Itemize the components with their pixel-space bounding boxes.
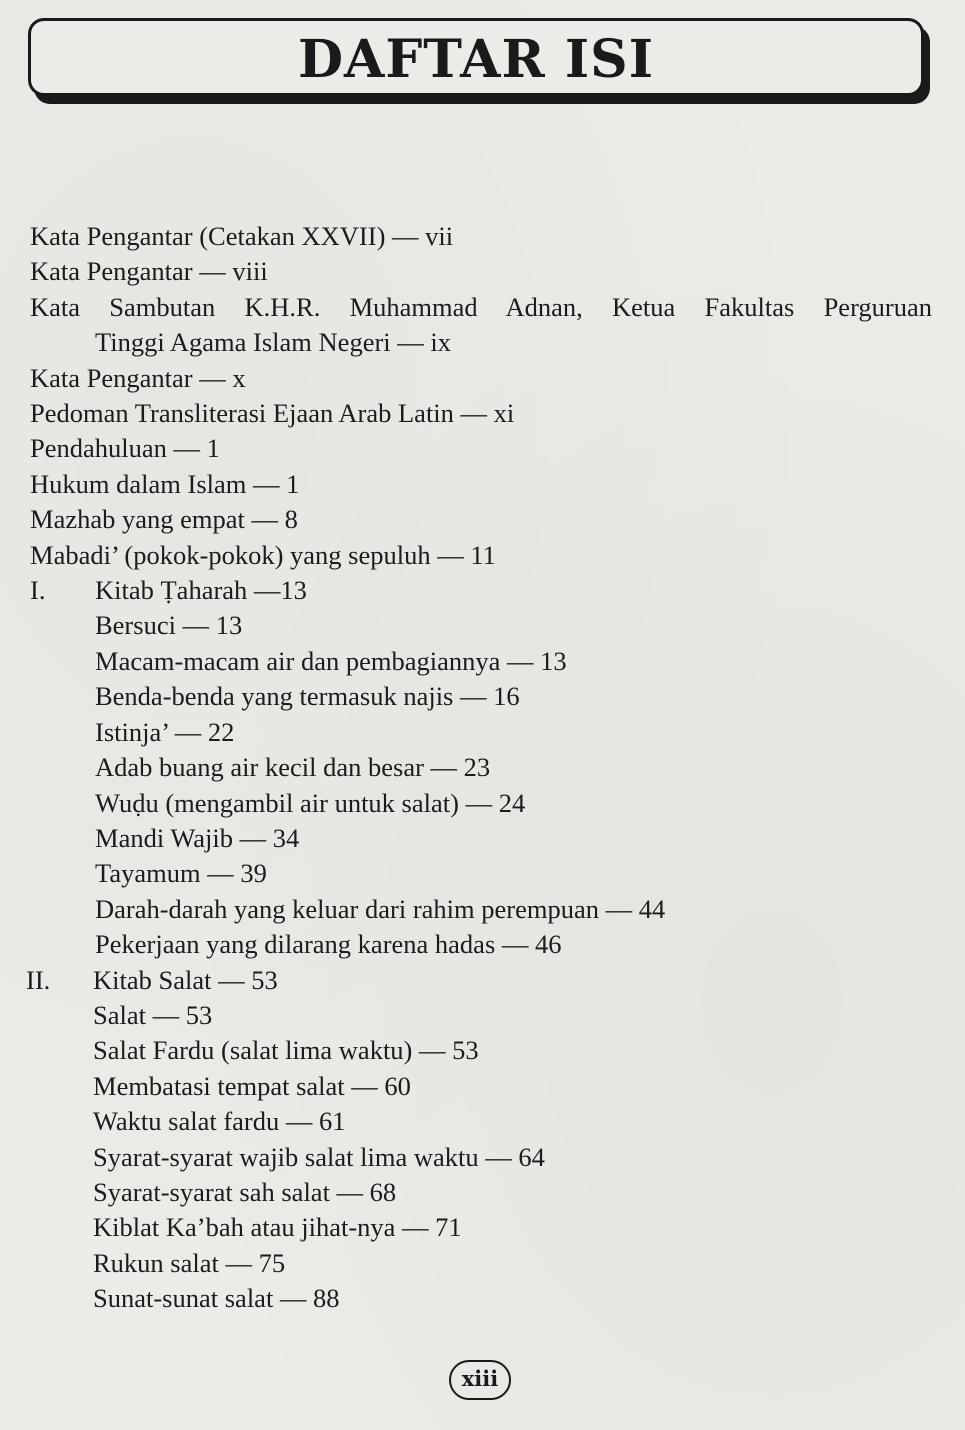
toc-subentry: Waktu salat fardu — 61 — [93, 1106, 346, 1137]
toc-subentry: Bersuci — 13 — [95, 610, 243, 641]
toc-subentry: Salat — 53 — [93, 999, 213, 1030]
toc-subentry: Darah-darah yang keluar dari rahim perempuan — 44 — [95, 893, 666, 924]
toc-entry: Kata Pengantar (Cetakan XXVII) — vii — [30, 221, 454, 251]
toc-subentry: Salat Fardu (salat lima waktu) — 53 — [93, 1035, 479, 1066]
toc-subentry: Syarat-syarat sah salat — 68 — [93, 1176, 397, 1207]
title-box — [28, 18, 924, 96]
toc-entry: Kata Pengantar — x — [30, 362, 246, 393]
toc-subentry: Tayamum — 39 — [95, 858, 267, 889]
toc-entry: Pedoman Transliterasi Ejaan Arab Latin — xi — [30, 398, 515, 429]
toc-subentry: Benda-benda yang termasuk najis — 16 — [95, 681, 520, 712]
toc-subentry: Macam-macam air dan pembagiannya — 13 — [95, 645, 567, 676]
page-title: DAFTAR ISI — [297, 29, 655, 90]
chapter-title: Kitab Ṭaharah —13 — [95, 575, 307, 606]
toc-entry-continuation: Tinggi Agama Islam Negeri — ix — [95, 327, 452, 358]
toc-subentry: Sunat-sunat salat — 88 — [93, 1283, 340, 1314]
chapter-title: Kitab Salat — 53 — [93, 964, 278, 995]
toc-subentry: Adab buang air kecil dan besar — 23 — [95, 752, 491, 783]
toc-entry: Mabadi’ (pokok-pokok) yang sepuluh — 11 — [30, 539, 496, 570]
chapter-heading — [26, 963, 940, 998]
toc-entry: Mazhab yang empat — 8 — [30, 504, 298, 535]
toc-entry: Pendahuluan — 1 — [30, 433, 220, 464]
toc-subentry: Kiblat Ka’bah atau jihat-nya — 71 — [93, 1212, 462, 1243]
page-number: xiii — [449, 1360, 511, 1400]
toc-subentry: Wuḍu (mengambil air untuk salat) — 24 — [95, 787, 526, 818]
toc-entry — [30, 290, 932, 361]
toc-subentry: Mandi Wajib — 34 — [95, 822, 300, 853]
toc-entry-text: Kata Sambutan K.H.R. Muhammad Adnan, Ketua Fakultas Perguruan — [30, 291, 932, 322]
toc-subentry: Membatasi tempat salat — 60 — [93, 1070, 411, 1101]
table-of-contents — [26, 219, 940, 1317]
toc-subentry: Istinja’ — 22 — [95, 716, 235, 747]
toc-subentry: Pekerjaan yang dilarang karena hadas — 46 — [95, 929, 562, 960]
chapter-number: I. — [30, 575, 46, 606]
chapter-heading — [30, 573, 940, 608]
toc-entry: Hukum dalam Islam — 1 — [30, 468, 300, 499]
toc-subentry: Rukun salat — 75 — [93, 1247, 286, 1278]
toc-subentry: Syarat-syarat wajib salat lima waktu — 64 — [93, 1141, 545, 1172]
toc-entry: Kata Pengantar — viii — [30, 256, 268, 287]
chapter-number: II. — [26, 964, 51, 995]
